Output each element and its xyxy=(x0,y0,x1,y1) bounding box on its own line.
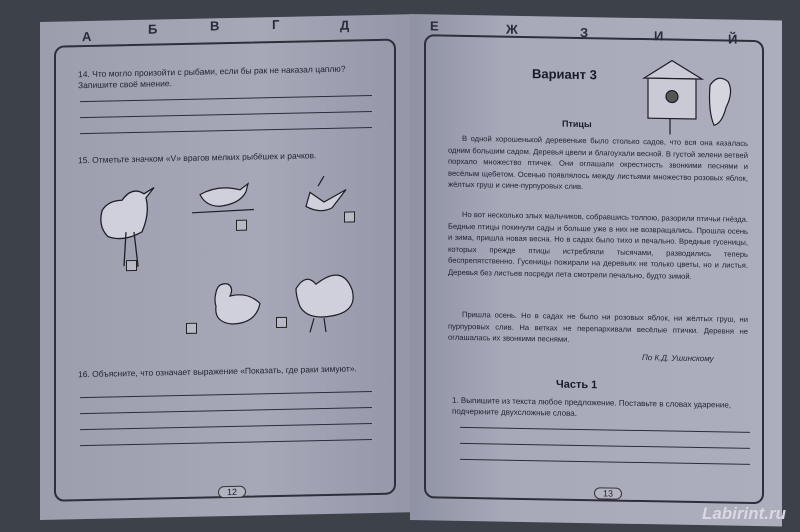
border-letter: В xyxy=(210,18,220,34)
border-letter: З xyxy=(580,24,589,41)
task-1: 1. Выпишите из текста любое предложение. Поставьте в словах ударение, подчеркните двухсложные слова. xyxy=(452,395,732,418)
border-letter: Е xyxy=(430,18,439,34)
answer-checkbox[interactable] xyxy=(344,211,355,222)
birdhouse-illustration xyxy=(634,54,744,136)
border-letter: Г xyxy=(272,16,280,33)
question-15: 15. Отметьте значком «V» врагов мелких рыбёшек и рачков. xyxy=(78,150,317,166)
answer-checkbox[interactable] xyxy=(126,260,137,271)
variant-title: Вариант 3 xyxy=(532,66,597,83)
page-number-right: 13 xyxy=(594,487,622,499)
stork-icon xyxy=(101,188,154,269)
story-paragraph: Пришла осень. Но в садах не было ни розовых яблок, ни жёлтых груш, ни пурпуровых слив. На ветках не перепархивали весёлые птички. Деревня не оглашалась их звонкими песнями. xyxy=(448,309,748,344)
border-letter: Ж xyxy=(506,21,518,37)
watermark: Labirint.ru xyxy=(701,504,786,523)
story-paragraph: В одной хорошенькой деревеньке было столько садов, что вся она казалась одним большим садом. Деревья цвели и благоухали весной. В густой зелени ветвей порхало множество птичек. Они оглашали окрестность звонкими песнями и весёлым щебетом. Осенью появлялось между листьями множество розовых яблок, жёлтых груш и сине-пурпуровых слив. xyxy=(448,133,748,192)
question-14: 14. Что могло произойти с рыбами, если бы рак не наказал цаплю? Запишите своё мнение. xyxy=(78,63,346,91)
animals-illustration xyxy=(92,165,372,351)
right-page xyxy=(410,14,782,526)
woodpecker-icon xyxy=(710,78,731,126)
answer-checkbox[interactable] xyxy=(276,317,287,328)
answer-checkbox[interactable] xyxy=(236,220,247,231)
page-number-left: 12 xyxy=(218,486,246,499)
border-letter: А xyxy=(82,28,92,45)
part-title: Часть 1 xyxy=(556,378,598,392)
border-letter: Д xyxy=(340,17,350,33)
story-title: Птицы xyxy=(562,118,592,130)
border-letter: Б xyxy=(148,21,158,37)
border-letter: И xyxy=(654,28,664,44)
author-credit: По К.Д. Ушинскому xyxy=(642,353,714,364)
left-page xyxy=(40,14,410,520)
question-16: 16. Объясните, что означает выражение «Показать, где раки зимуют». xyxy=(78,363,357,380)
seagull-icon xyxy=(306,176,346,211)
border-letter: Й xyxy=(728,31,738,47)
story-paragraph: Но вот несколько злых мальчиков, собравшись толпою, разорили птичьи гнёзда. Бедные птицы покинули сады и больше уже в них не возвращались. Прошла осень и зима, пришла новая весна. Но в садах было тихо и печально. Вредные гусеницы, которых прежде птицы истребляли тысячами, разводились теперь беспрепятственно. Гусеницы пожирали на деревьях не только цветы, но и листья. Деревья без листьев посреди лета смотрели печально, будто зимой. xyxy=(448,209,748,281)
turkey-icon xyxy=(296,275,353,333)
answer-checkbox[interactable] xyxy=(186,323,197,334)
bird-on-branch-icon xyxy=(192,184,254,213)
duck-icon xyxy=(215,283,260,324)
